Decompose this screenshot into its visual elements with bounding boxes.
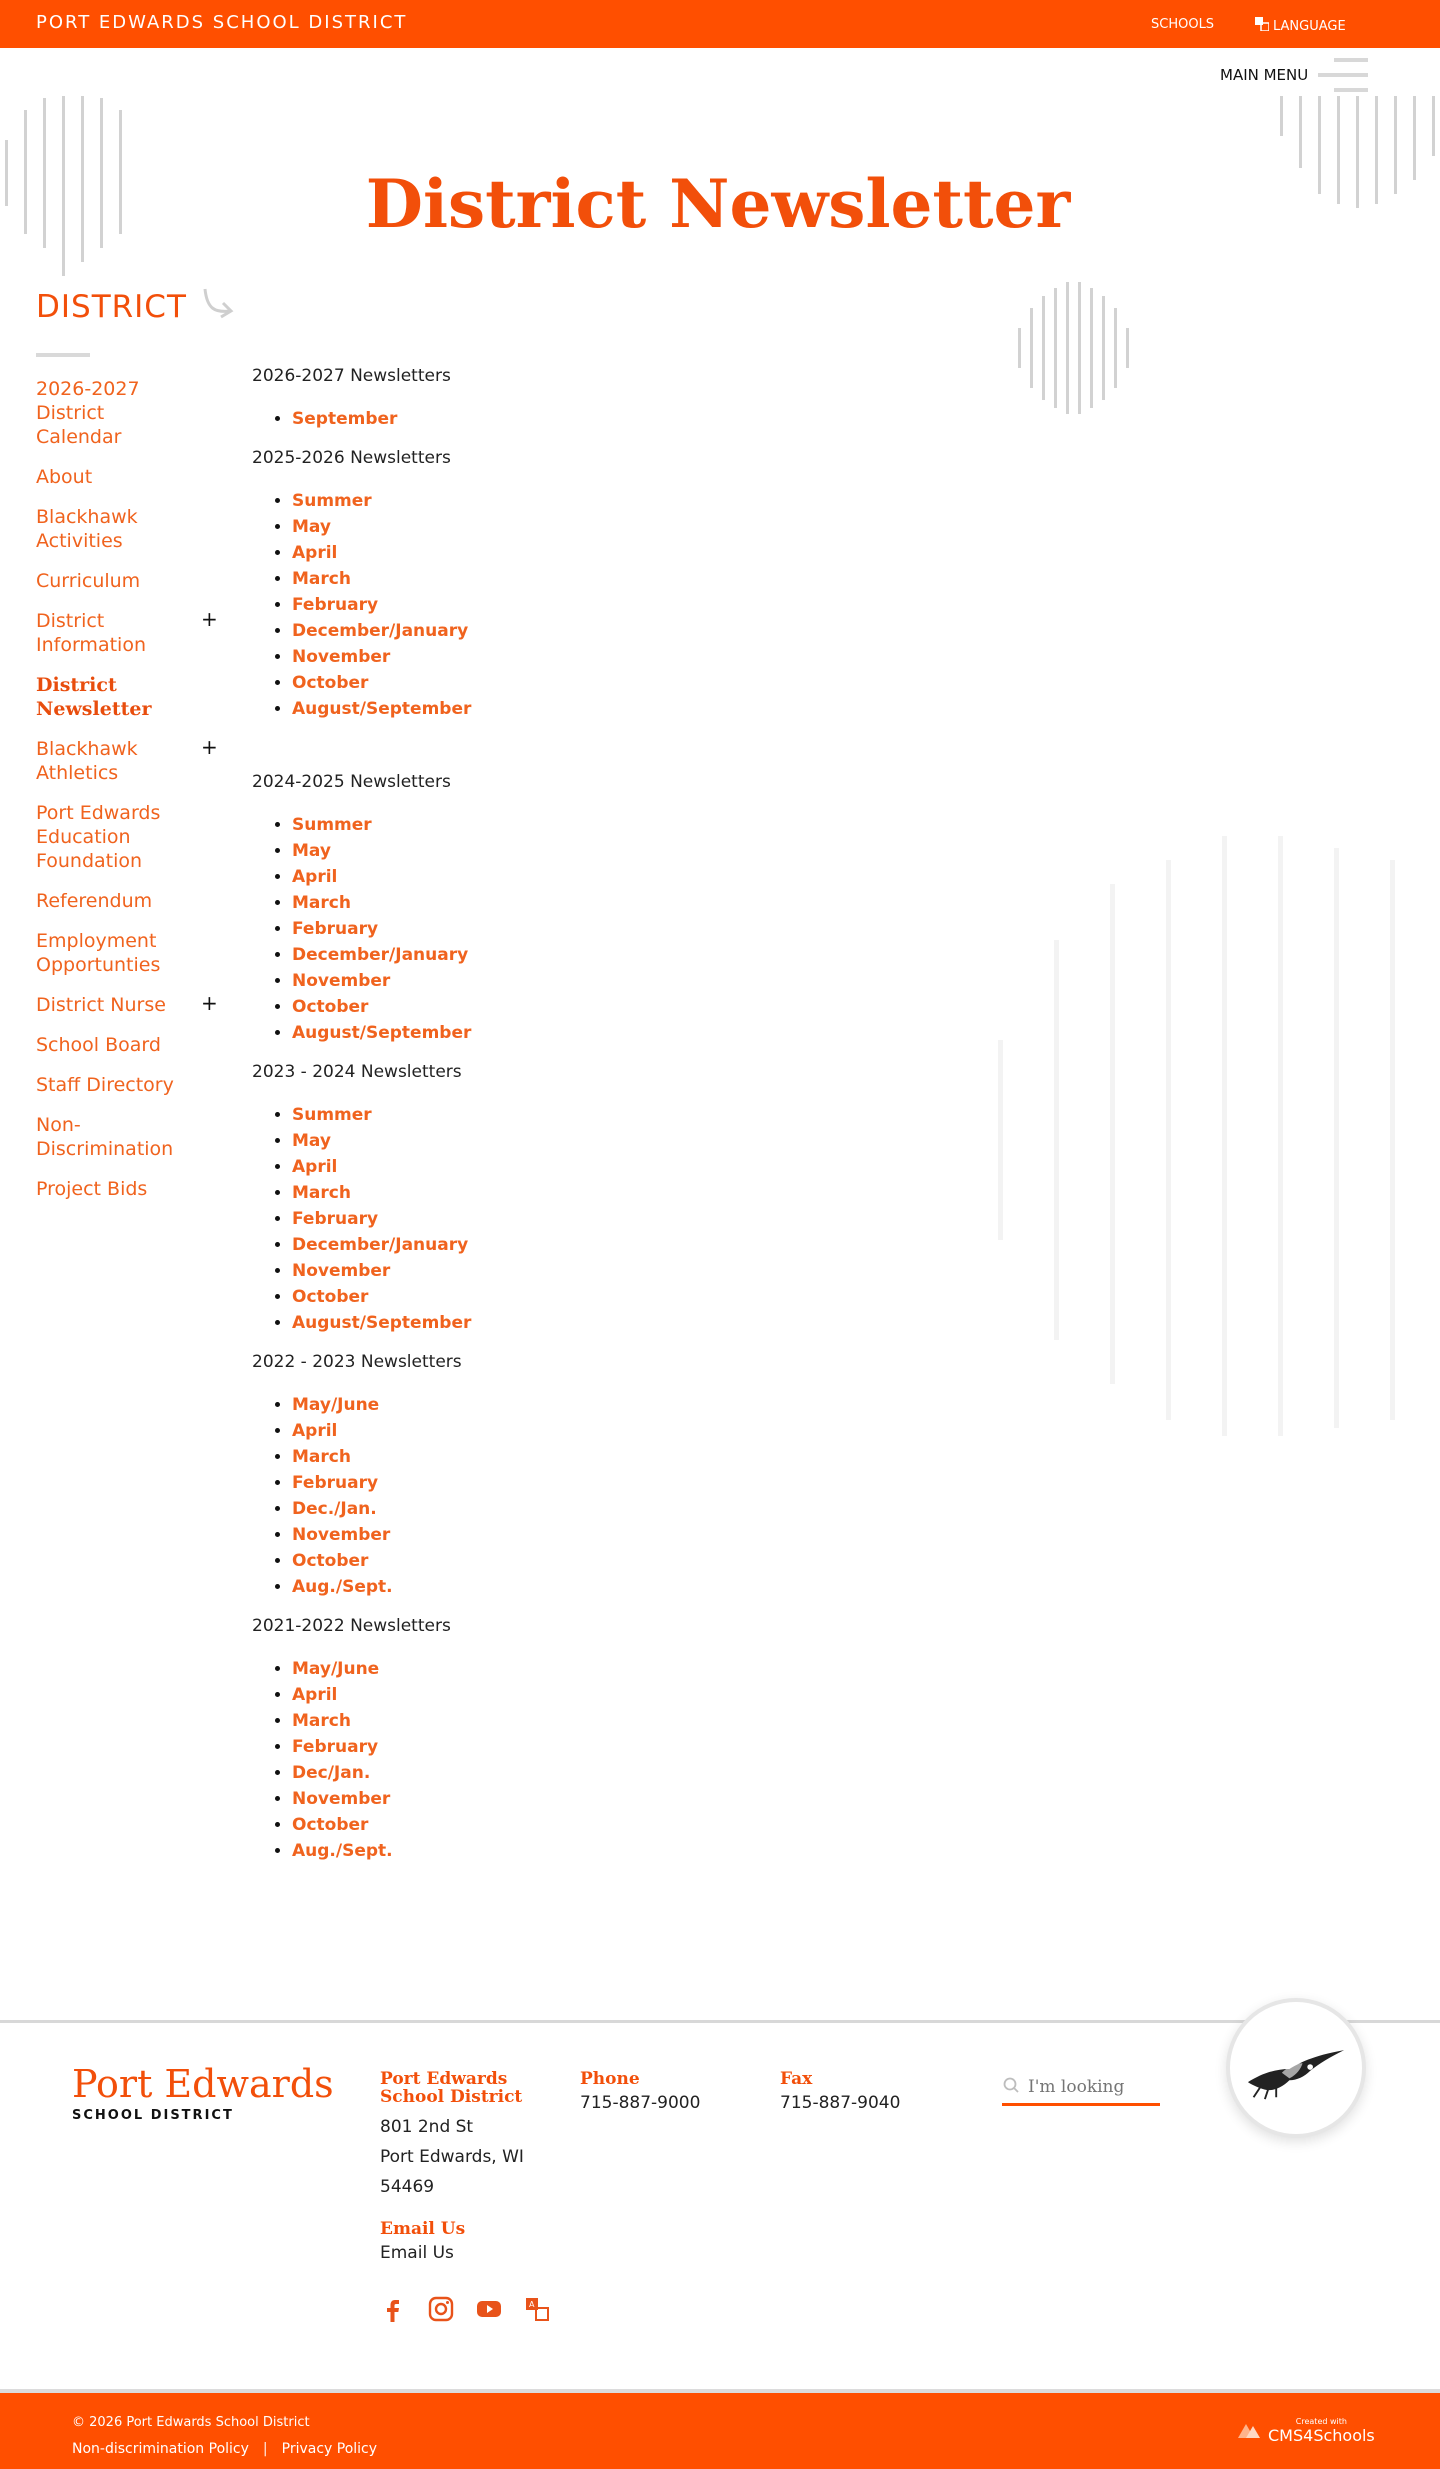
instagram-icon[interactable] (428, 2296, 454, 2326)
sidebar-nav-item[interactable] (36, 673, 226, 721)
svg-text:A: A (529, 2300, 535, 2309)
sidebar-nav-item[interactable] (36, 1177, 226, 1201)
sidebar-nav-label: Curriculum (36, 570, 141, 592)
newsletter-link[interactable]: • December/January (292, 618, 952, 644)
newsletter-link[interactable]: • August/September (292, 1310, 952, 1336)
privacy-policy-link[interactable]: Privacy Policy (281, 2441, 378, 2457)
sidebar-nav-item[interactable] (36, 465, 226, 489)
newsletter-link[interactable]: • November (292, 968, 952, 994)
newsletter-year-heading: 2023 - 2024 Newsletters (252, 1062, 462, 1082)
footer-bottom-bar (0, 2389, 1440, 2469)
phone-number[interactable]: 715-887-9000 (580, 2093, 701, 2113)
cms4schools-badge[interactable] (1238, 2417, 1375, 2445)
newsletter-year-heading: 2022 - 2023 Newsletters (252, 1352, 462, 1372)
translate-footer-icon[interactable] (524, 2296, 550, 2326)
newsletter-link[interactable]: • February (292, 1470, 952, 1496)
sidebar-nav-label: Port Edwards Education Foundation (36, 802, 161, 872)
sidebar-nav-item[interactable] (36, 889, 226, 913)
search-icon (1002, 2076, 1020, 2098)
newsletter-link[interactable]: • May (292, 1128, 952, 1154)
newsletter-link[interactable]: • October (292, 1548, 952, 1574)
sidebar-nav-label: Staff Directory (36, 1074, 174, 1096)
newsletter-link[interactable]: • Dec./Jan. (292, 1496, 952, 1522)
newsletter-year-heading: 2024-2025 Newsletters (252, 772, 451, 792)
newsletter-link[interactable]: • Dec/Jan. (292, 1760, 952, 1786)
newsletter-link[interactable]: • February (292, 916, 952, 942)
newsletter-link[interactable]: • November (292, 1522, 952, 1548)
footer-fax (780, 2070, 900, 2118)
sidebar-nav-label: District Newsletter (36, 674, 152, 720)
email-link[interactable]: Email Us (380, 2243, 454, 2263)
sidebar-nav-label: Blackhawk Athletics (36, 738, 138, 784)
newsletter-list (292, 488, 952, 722)
sidebar-nav-item[interactable] (36, 737, 226, 785)
arrow-down-right-icon (201, 285, 237, 329)
footer-search[interactable] (1002, 2070, 1160, 2106)
sidebar-nav-item[interactable] (36, 609, 226, 657)
newsletter-link[interactable]: • August/September (292, 696, 952, 722)
top-bar (0, 0, 1440, 48)
sidebar-nav-label: About (36, 466, 93, 488)
newsletter-link[interactable]: • December/January (292, 1232, 952, 1258)
search-input[interactable] (1028, 2077, 1158, 2097)
newsletter-list (292, 812, 952, 1046)
sidebar-nav-label: District Nurse (36, 994, 166, 1016)
sidebar-divider (36, 353, 90, 357)
newsletter-link[interactable]: • April (292, 1418, 952, 1444)
newsletter-content (252, 364, 952, 1878)
footer-divider (0, 2020, 1440, 2023)
sidebar-nav (36, 285, 226, 1217)
newsletter-link[interactable]: • April (292, 1154, 952, 1180)
district-name-link[interactable]: PORT EDWARDS SCHOOL DISTRICT (36, 12, 408, 33)
newsletter-list (292, 1392, 952, 1600)
newsletter-link[interactable]: • April (292, 540, 952, 566)
sidebar-nav-item[interactable] (36, 569, 226, 593)
copyright-text: © 2026 Port Edwards School District (72, 2415, 310, 2430)
fax-heading: Fax (780, 2069, 813, 2089)
newsletter-link[interactable]: • February (292, 1206, 952, 1232)
sidebar-nav-item[interactable] (36, 1033, 226, 1057)
newsletter-link[interactable]: • May (292, 838, 952, 864)
newsletter-link[interactable]: • February (292, 1734, 952, 1760)
sidebar-title (36, 285, 226, 329)
sidebar-title-text: DISTRICT (36, 289, 187, 325)
newsletter-link[interactable]: • October (292, 670, 952, 696)
newsletter-link[interactable]: • Aug./Sept. (292, 1574, 952, 1600)
sidebar-nav-item[interactable] (36, 1113, 226, 1161)
newsletter-link[interactable]: • October (292, 1284, 952, 1310)
newsletter-year-heading: 2025-2026 Newsletters (252, 448, 451, 468)
sidebar-nav-item[interactable] (36, 377, 226, 449)
address-heading: Port Edwards School District (380, 2069, 523, 2107)
schools-link[interactable]: SCHOOLS (1151, 17, 1215, 32)
newsletter-link[interactable]: • April (292, 864, 952, 890)
newsletter-link[interactable]: • November (292, 644, 952, 670)
cms-name: CMS4Schools (1268, 2426, 1375, 2445)
main-menu-button[interactable] (1220, 58, 1368, 92)
sidebar-nav-label: Project Bids (36, 1178, 148, 1200)
page-title: District Newsletter (365, 165, 1071, 243)
language-label: LANGUAGE (1273, 18, 1346, 34)
cms-created-with: Created with (1295, 2417, 1347, 2426)
sidebar-nav-item[interactable] (36, 993, 226, 1017)
newsletter-link[interactable]: • April (292, 1682, 952, 1708)
newsletter-link[interactable]: • March (292, 1444, 952, 1470)
sidebar-nav-label: Non-Discrimination (36, 1114, 174, 1160)
social-links (380, 2296, 550, 2326)
newsletter-link[interactable]: • March (292, 1708, 952, 1734)
sidebar-nav-item[interactable] (36, 929, 226, 977)
newsletter-link[interactable]: • November (292, 1258, 952, 1284)
expand-plus-icon[interactable]: + (201, 735, 218, 759)
sidebar-nav-item[interactable] (36, 1073, 226, 1097)
expand-plus-icon[interactable]: + (201, 607, 218, 631)
newsletter-link[interactable]: • March (292, 1180, 952, 1206)
newsletter-link[interactable]: • March (292, 890, 952, 916)
address-line-1: 801 2nd St (380, 2117, 474, 2137)
blackhawk-mascot-logo[interactable] (1226, 1998, 1366, 2138)
footer-address (380, 2070, 540, 2268)
hawk-icon (1244, 2035, 1348, 2101)
newsletter-link[interactable]: • Summer (292, 488, 952, 514)
footer-phone (580, 2070, 700, 2118)
newsletter-link[interactable]: • May (292, 514, 952, 540)
nondiscrimination-policy-link[interactable]: Non-discrimination Policy (72, 2441, 249, 2457)
facebook-icon[interactable] (380, 2296, 406, 2326)
newsletter-link[interactable]: • March (292, 566, 952, 592)
translate-icon (1255, 17, 1269, 35)
main-menu-label: MAIN MENU (1220, 66, 1309, 84)
phone-heading: Phone (580, 2069, 640, 2089)
hamburger-icon (1318, 58, 1368, 92)
newsletter-link[interactable]: • Aug./Sept. (292, 1838, 952, 1864)
newsletter-link[interactable]: • May/June (292, 1656, 952, 1682)
cms4schools-logo-icon (1238, 2420, 1262, 2442)
newsletter-link[interactable]: • February (292, 592, 952, 618)
link-separator: | (262, 2441, 268, 2457)
newsletter-list (292, 1102, 952, 1336)
newsletter-link[interactable]: • Summer (292, 812, 952, 838)
sidebar-nav-label: Employment Opportunties (36, 930, 161, 976)
newsletter-link[interactable]: • Summer (292, 1102, 952, 1128)
newsletter-list (292, 1656, 952, 1864)
sidebar-nav-item[interactable] (36, 801, 226, 873)
expand-plus-icon[interactable]: + (201, 991, 218, 1015)
footer-logo-title[interactable]: Port Edwards (72, 2062, 334, 2106)
sidebar-nav-label: District Information (36, 610, 146, 656)
youtube-icon[interactable] (476, 2296, 502, 2326)
sidebar-nav-label: School Board (36, 1034, 161, 1056)
newsletter-link[interactable]: • November (292, 1786, 952, 1812)
email-heading: Email Us (380, 2219, 466, 2239)
sidebar-nav-item[interactable] (36, 505, 226, 553)
newsletter-link[interactable]: • September (292, 406, 952, 432)
newsletter-link[interactable]: • October (292, 1812, 952, 1838)
newsletter-link[interactable]: • May/June (292, 1392, 952, 1418)
fax-number: 715-887-9040 (780, 2093, 901, 2113)
newsletter-link[interactable]: • December/January (292, 942, 952, 968)
footer-logo-subtitle: SCHOOL DISTRICT (72, 2108, 234, 2123)
footer-links (72, 2441, 377, 2457)
sidebar-nav-label: 2026-2027 District Calendar (36, 378, 140, 448)
newsletter-link[interactable]: • August/September (292, 1020, 952, 1046)
newsletter-year-heading: 2021-2022 Newsletters (252, 1616, 451, 1636)
address-line-2: Port Edwards, WI 54469 (380, 2147, 524, 2197)
newsletter-link[interactable]: • October (292, 994, 952, 1020)
language-button[interactable] (1255, 17, 1346, 35)
newsletter-year-heading: 2026-2027 Newsletters (252, 366, 451, 386)
newsletter-list (292, 406, 952, 432)
sidebar-nav-label: Blackhawk Activities (36, 506, 138, 552)
sidebar-nav-label: Referendum (36, 890, 153, 912)
